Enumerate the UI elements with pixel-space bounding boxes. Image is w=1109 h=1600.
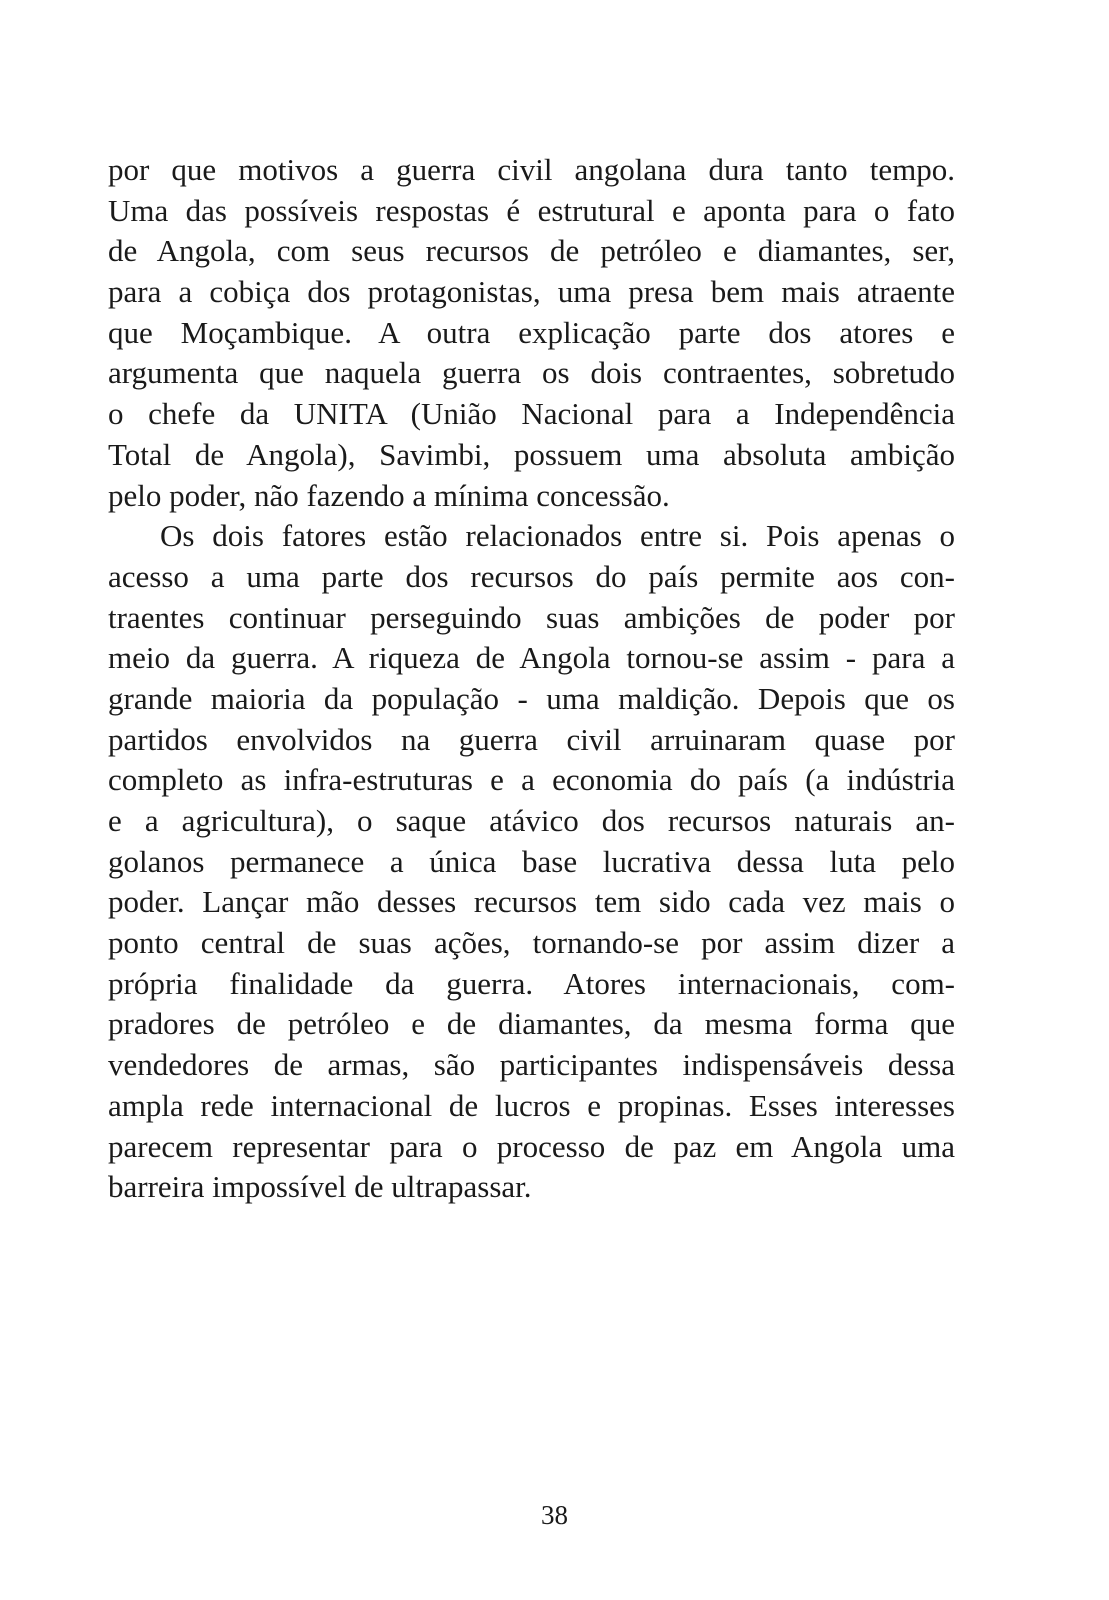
text-line: traentes continuar perseguindo suas ambições de poder por <box>108 599 955 635</box>
text-line: argumenta que naquela guerra os dois contraentes, sobretudo <box>108 355 955 391</box>
text-line: Uma das possíveis respostas é estrutural e aponta para o fato <box>108 192 955 228</box>
text-line: Total de Angola), Savimbi, possuem uma absoluta ambição <box>108 436 955 472</box>
text-line: barreira impossível de ultrapassar. <box>108 1169 532 1205</box>
page-number: 38 <box>541 1500 568 1530</box>
text-line: ponto central de suas ações, tornando-se por assim dizer a <box>108 925 955 961</box>
text-line: vendedores de armas, são participantes indispensáveis dessa <box>108 1047 955 1083</box>
text-line: parecem representar para o processo de paz em Angola uma <box>108 1128 955 1164</box>
text-line: o chefe da UNITA (União Nacional para a Independência <box>108 396 955 432</box>
text-line: pradores de petróleo e de diamantes, da mesma forma que <box>108 1006 955 1042</box>
text-line: partidos envolvidos na guerra civil arruinaram quase por <box>108 721 955 757</box>
text-line: de Angola, com seus recursos de petróleo e diamantes, ser, <box>108 233 955 269</box>
text-line: poder. Lançar mão desses recursos tem sido cada vez mais o <box>108 884 955 920</box>
text-line: Os dois fatores estão relacionados entre si. Pois apenas o <box>160 518 955 554</box>
text-line: grande maioria da população - uma maldição. Depois que os <box>108 680 955 716</box>
text-line: para a cobiça dos protagonistas, uma presa bem mais atraente <box>108 274 955 310</box>
text-line: por que motivos a guerra civil angolana dura tanto tempo. <box>108 152 955 187</box>
text-line: ampla rede internacional de lucros e propinas. Esses interesses <box>108 1087 955 1123</box>
body-text <box>108 150 955 1208</box>
text-line: golanos permanece a única base lucrativa dessa luta pelo <box>108 843 955 879</box>
text-line: e a agricultura), o saque atávico dos recursos naturais an- <box>108 803 955 838</box>
text-line: completo as infra-estruturas e a economia do país (a indústria <box>108 762 955 798</box>
text-line: pelo poder, não fazendo a mínima concessão. <box>108 477 670 513</box>
text-line: acesso a uma parte dos recursos do país permite aos con- <box>108 558 955 594</box>
text-line: própria finalidade da guerra. Atores internacionais, com- <box>108 965 955 1001</box>
text-line: meio da guerra. A riqueza de Angola tornou-se assim - para a <box>108 640 955 676</box>
text-line: que Moçambique. A outra explicação parte dos atores e <box>108 314 955 350</box>
